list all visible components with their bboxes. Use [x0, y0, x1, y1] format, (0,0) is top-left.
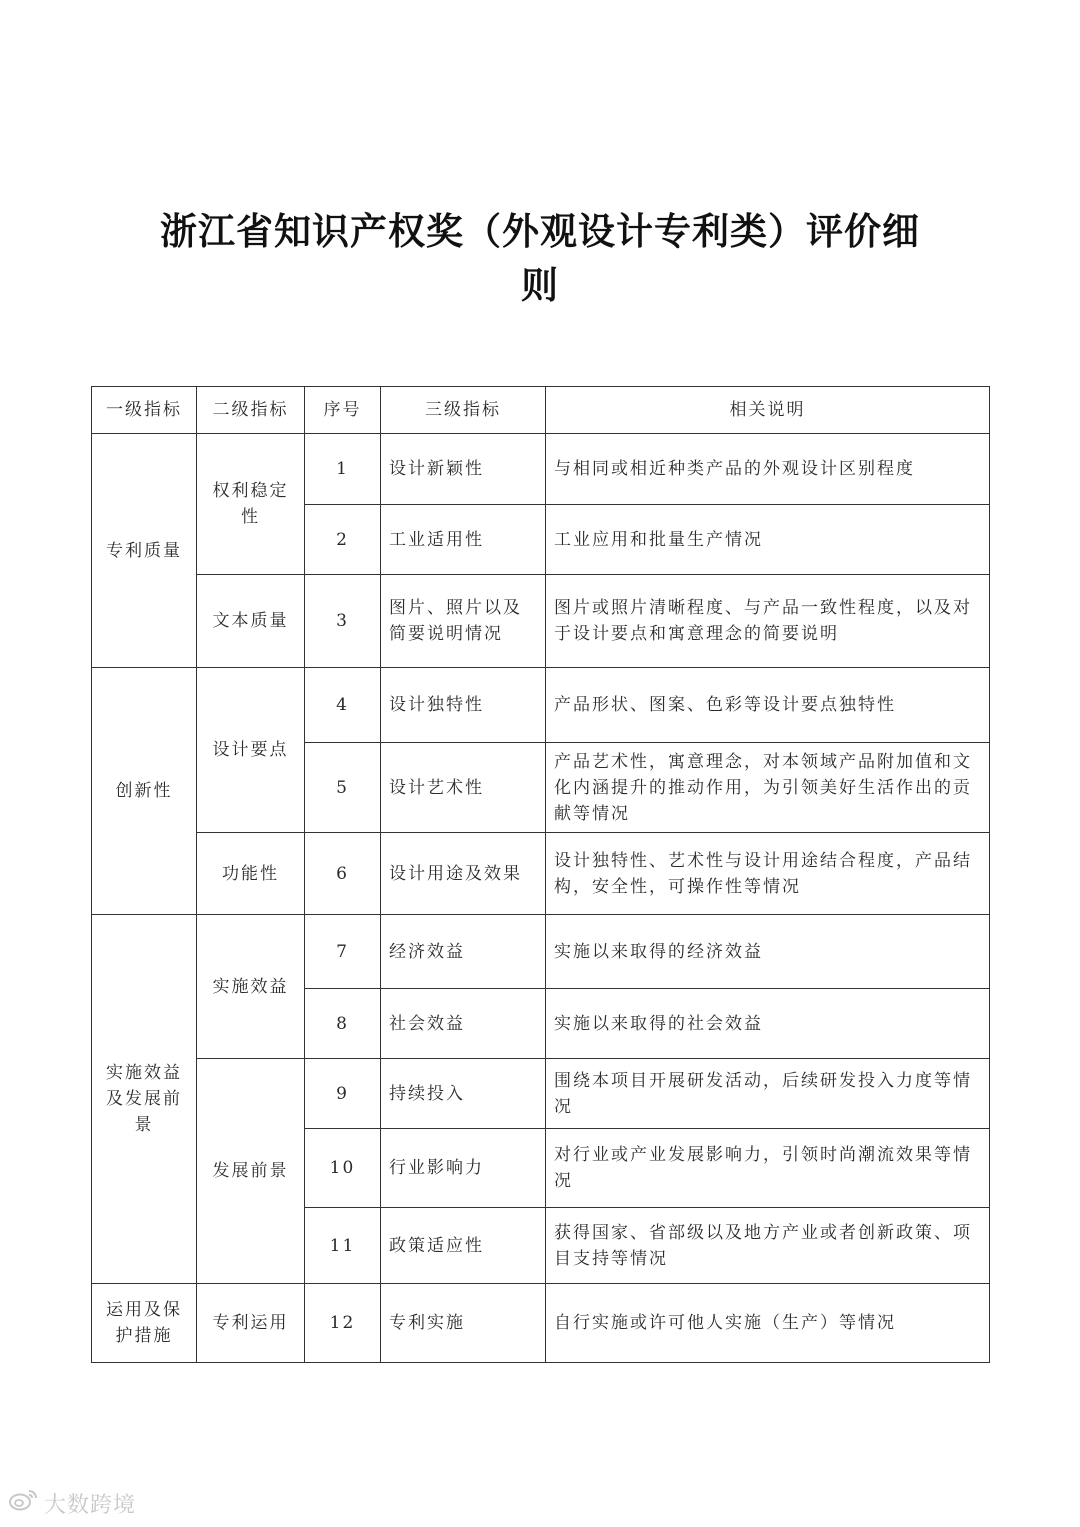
row-description: 工业应用和批量生产情况	[546, 505, 990, 575]
weibo-style-logo-icon	[8, 1488, 38, 1518]
header-level2: 二级指标	[197, 387, 305, 434]
level2-cell: 文本质量	[197, 575, 305, 668]
row-description: 获得国家、省部级以及地方产业或者创新政策、项目支持等情况	[546, 1208, 990, 1284]
row-indicator: 专利实施	[381, 1284, 546, 1363]
level2-cell: 发展前景	[197, 1059, 305, 1284]
row-indicator: 设计用途及效果	[381, 833, 546, 915]
row-description: 产品形状、图案、色彩等设计要点独特性	[546, 668, 990, 743]
row-no: 8	[305, 989, 381, 1059]
title-line-2: 则	[521, 264, 559, 307]
row-no: 7	[305, 915, 381, 989]
level2-cell: 权利稳定性	[197, 434, 305, 575]
row-indicator: 工业适用性	[381, 505, 546, 575]
level1-cell: 创新性	[92, 668, 197, 915]
row-description: 实施以来取得的社会效益	[546, 989, 990, 1059]
row-description: 产品艺术性，寓意理念，对本领域产品附加值和文化内涵提升的推动作用，为引领美好生活作出的贡献等情况	[546, 743, 990, 833]
row-no: 1	[305, 434, 381, 505]
row-no: 11	[305, 1208, 381, 1284]
watermark-text: 大数跨境	[44, 1492, 137, 1518]
level2-cell: 功能性	[197, 833, 305, 915]
row-indicator: 设计新颖性	[381, 434, 546, 505]
document-title	[140, 205, 940, 313]
row-no: 9	[305, 1059, 381, 1129]
row-description: 自行实施或许可他人实施（生产）等情况	[546, 1284, 990, 1363]
row-indicator: 行业影响力	[381, 1129, 546, 1208]
watermark	[8, 1488, 136, 1518]
header-no: 序号	[305, 387, 381, 434]
row-no: 4	[305, 668, 381, 743]
level2-cell: 实施效益	[197, 915, 305, 1059]
row-indicator: 经济效益	[381, 915, 546, 989]
row-no: 5	[305, 743, 381, 833]
row-no: 6	[305, 833, 381, 915]
table-row	[92, 1059, 990, 1129]
table-header-row	[92, 387, 990, 434]
table-row	[92, 833, 990, 915]
evaluation-table	[91, 386, 990, 1363]
table-row	[92, 434, 990, 505]
row-description: 设计独特性、艺术性与设计用途结合程度，产品结构，安全性，可操作性等情况	[546, 833, 990, 915]
table-row	[92, 915, 990, 989]
row-indicator: 持续投入	[381, 1059, 546, 1129]
header-description: 相关说明	[546, 387, 990, 434]
level2-cell: 设计要点	[197, 668, 305, 833]
row-description: 对行业或产业发展影响力，引领时尚潮流效果等情况	[546, 1129, 990, 1208]
row-indicator: 设计独特性	[381, 668, 546, 743]
row-no: 3	[305, 575, 381, 668]
level1-cell: 实施效益及发展前景	[92, 915, 197, 1284]
level2-cell: 专利运用	[197, 1284, 305, 1363]
title-line-1: 浙江省知识产权奖（外观设计专利类）评价细	[160, 210, 920, 253]
row-no: 12	[305, 1284, 381, 1363]
row-no: 2	[305, 505, 381, 575]
level1-cell: 运用及保护措施	[92, 1284, 197, 1363]
table-row	[92, 575, 990, 668]
row-description: 图片或照片清晰程度、与产品一致性程度，以及对于设计要点和寓意理念的简要说明	[546, 575, 990, 668]
header-level1: 一级指标	[92, 387, 197, 434]
row-indicator: 设计艺术性	[381, 743, 546, 833]
row-description: 与相同或相近种类产品的外观设计区别程度	[546, 434, 990, 505]
row-indicator: 政策适应性	[381, 1208, 546, 1284]
row-indicator: 图片、照片以及简要说明情况	[381, 575, 546, 668]
row-description: 实施以来取得的经济效益	[546, 915, 990, 989]
row-no: 10	[305, 1129, 381, 1208]
table-row	[92, 1284, 990, 1363]
row-indicator: 社会效益	[381, 989, 546, 1059]
row-description: 围绕本项目开展研发活动，后续研发投入力度等情况	[546, 1059, 990, 1129]
header-level3: 三级指标	[381, 387, 546, 434]
table-row	[92, 668, 990, 743]
level1-cell: 专利质量	[92, 434, 197, 668]
